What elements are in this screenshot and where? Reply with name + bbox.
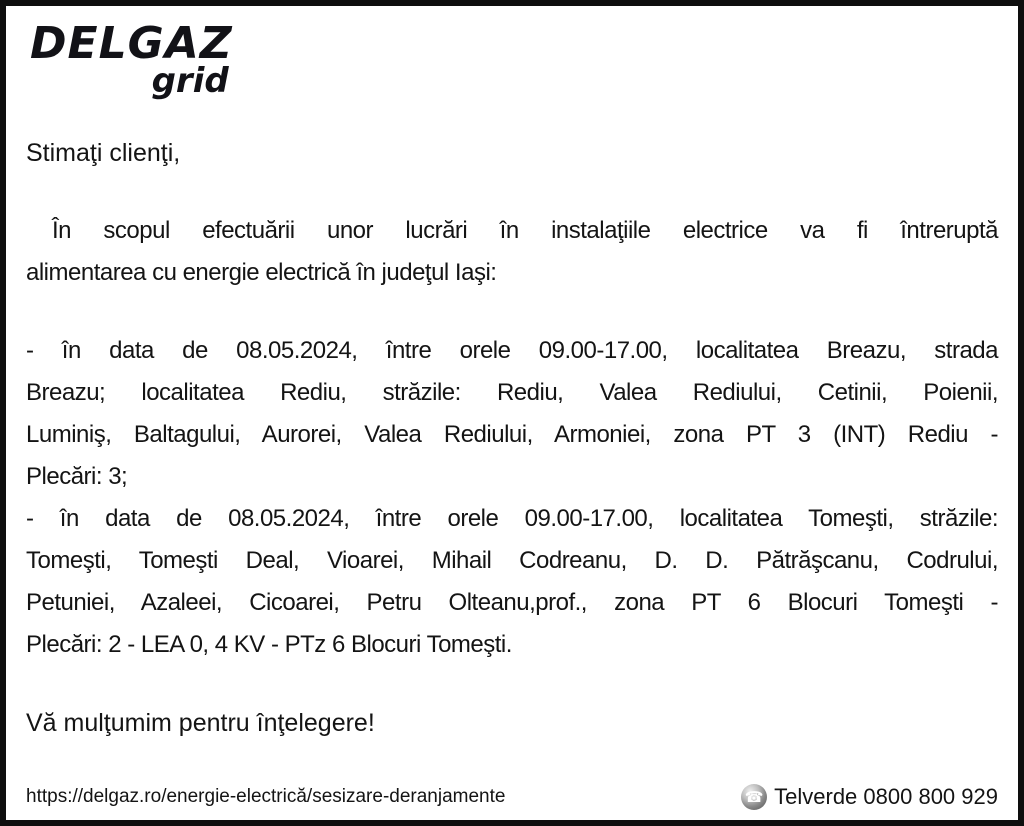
outage-line: Tomeşti, Tomeşti Deal, Vioarei, Mihail Codreanu, D. D. Pătrăşcanu, Codrului, xyxy=(26,547,998,574)
outage-line: - în data de 08.05.2024, între orele 09.00-17.00, localitatea Breazu, strada xyxy=(26,337,998,364)
footer-phone xyxy=(741,784,998,810)
closing-text: Vă mulţumim pentru înţelegere! xyxy=(26,709,375,737)
intro-line: alimentarea cu energie electrică în judeţul Iaşi: xyxy=(26,259,497,286)
intro-paragraph xyxy=(26,210,998,294)
outage-line: - în data de 08.05.2024, între orele 09.00-17.00, localitatea Tomeşti, străzile: xyxy=(26,505,998,532)
footer xyxy=(26,784,998,810)
outage-item-breazu-rediu xyxy=(26,330,998,498)
outage-line: Plecări: 2 - LEA 0, 4 KV - PTz 6 Blocuri Tomeşti. xyxy=(26,631,512,658)
outage-item-tomesti xyxy=(26,498,998,666)
greeting-text: Stimaţi clienţi, xyxy=(26,139,181,167)
intro-line: În scopul efectuării unor lucrări în instalaţiile electrice va fi întreruptă xyxy=(52,217,998,244)
outage-line: Luminiş, Baltagului, Aurorei, Valea Rediului, Armoniei, zona PT 3 (INT) Rediu - xyxy=(26,421,998,448)
phone-label: Telverde 0800 800 929 xyxy=(774,784,998,809)
logo-brand-text: DELGAZ xyxy=(30,18,233,69)
delgaz-grid-logo xyxy=(30,18,233,101)
telephone-icon: ☎ xyxy=(741,784,767,810)
logo-sub-text: grid xyxy=(151,61,229,101)
outage-line: Breazu; localitatea Rediu, străzile: Rediu, Valea Rediului, Cetinii, Poienii, xyxy=(26,379,998,406)
outage-line: Plecări: 3; xyxy=(26,463,128,490)
footer-url[interactable]: https://delgaz.ro/energie-electrică/sesizare-deranjamente xyxy=(26,786,506,807)
outage-line: Petuniei, Azaleei, Cicoarei, Petru Olteanu,prof., zona PT 6 Blocuri Tomeşti - xyxy=(26,589,998,616)
